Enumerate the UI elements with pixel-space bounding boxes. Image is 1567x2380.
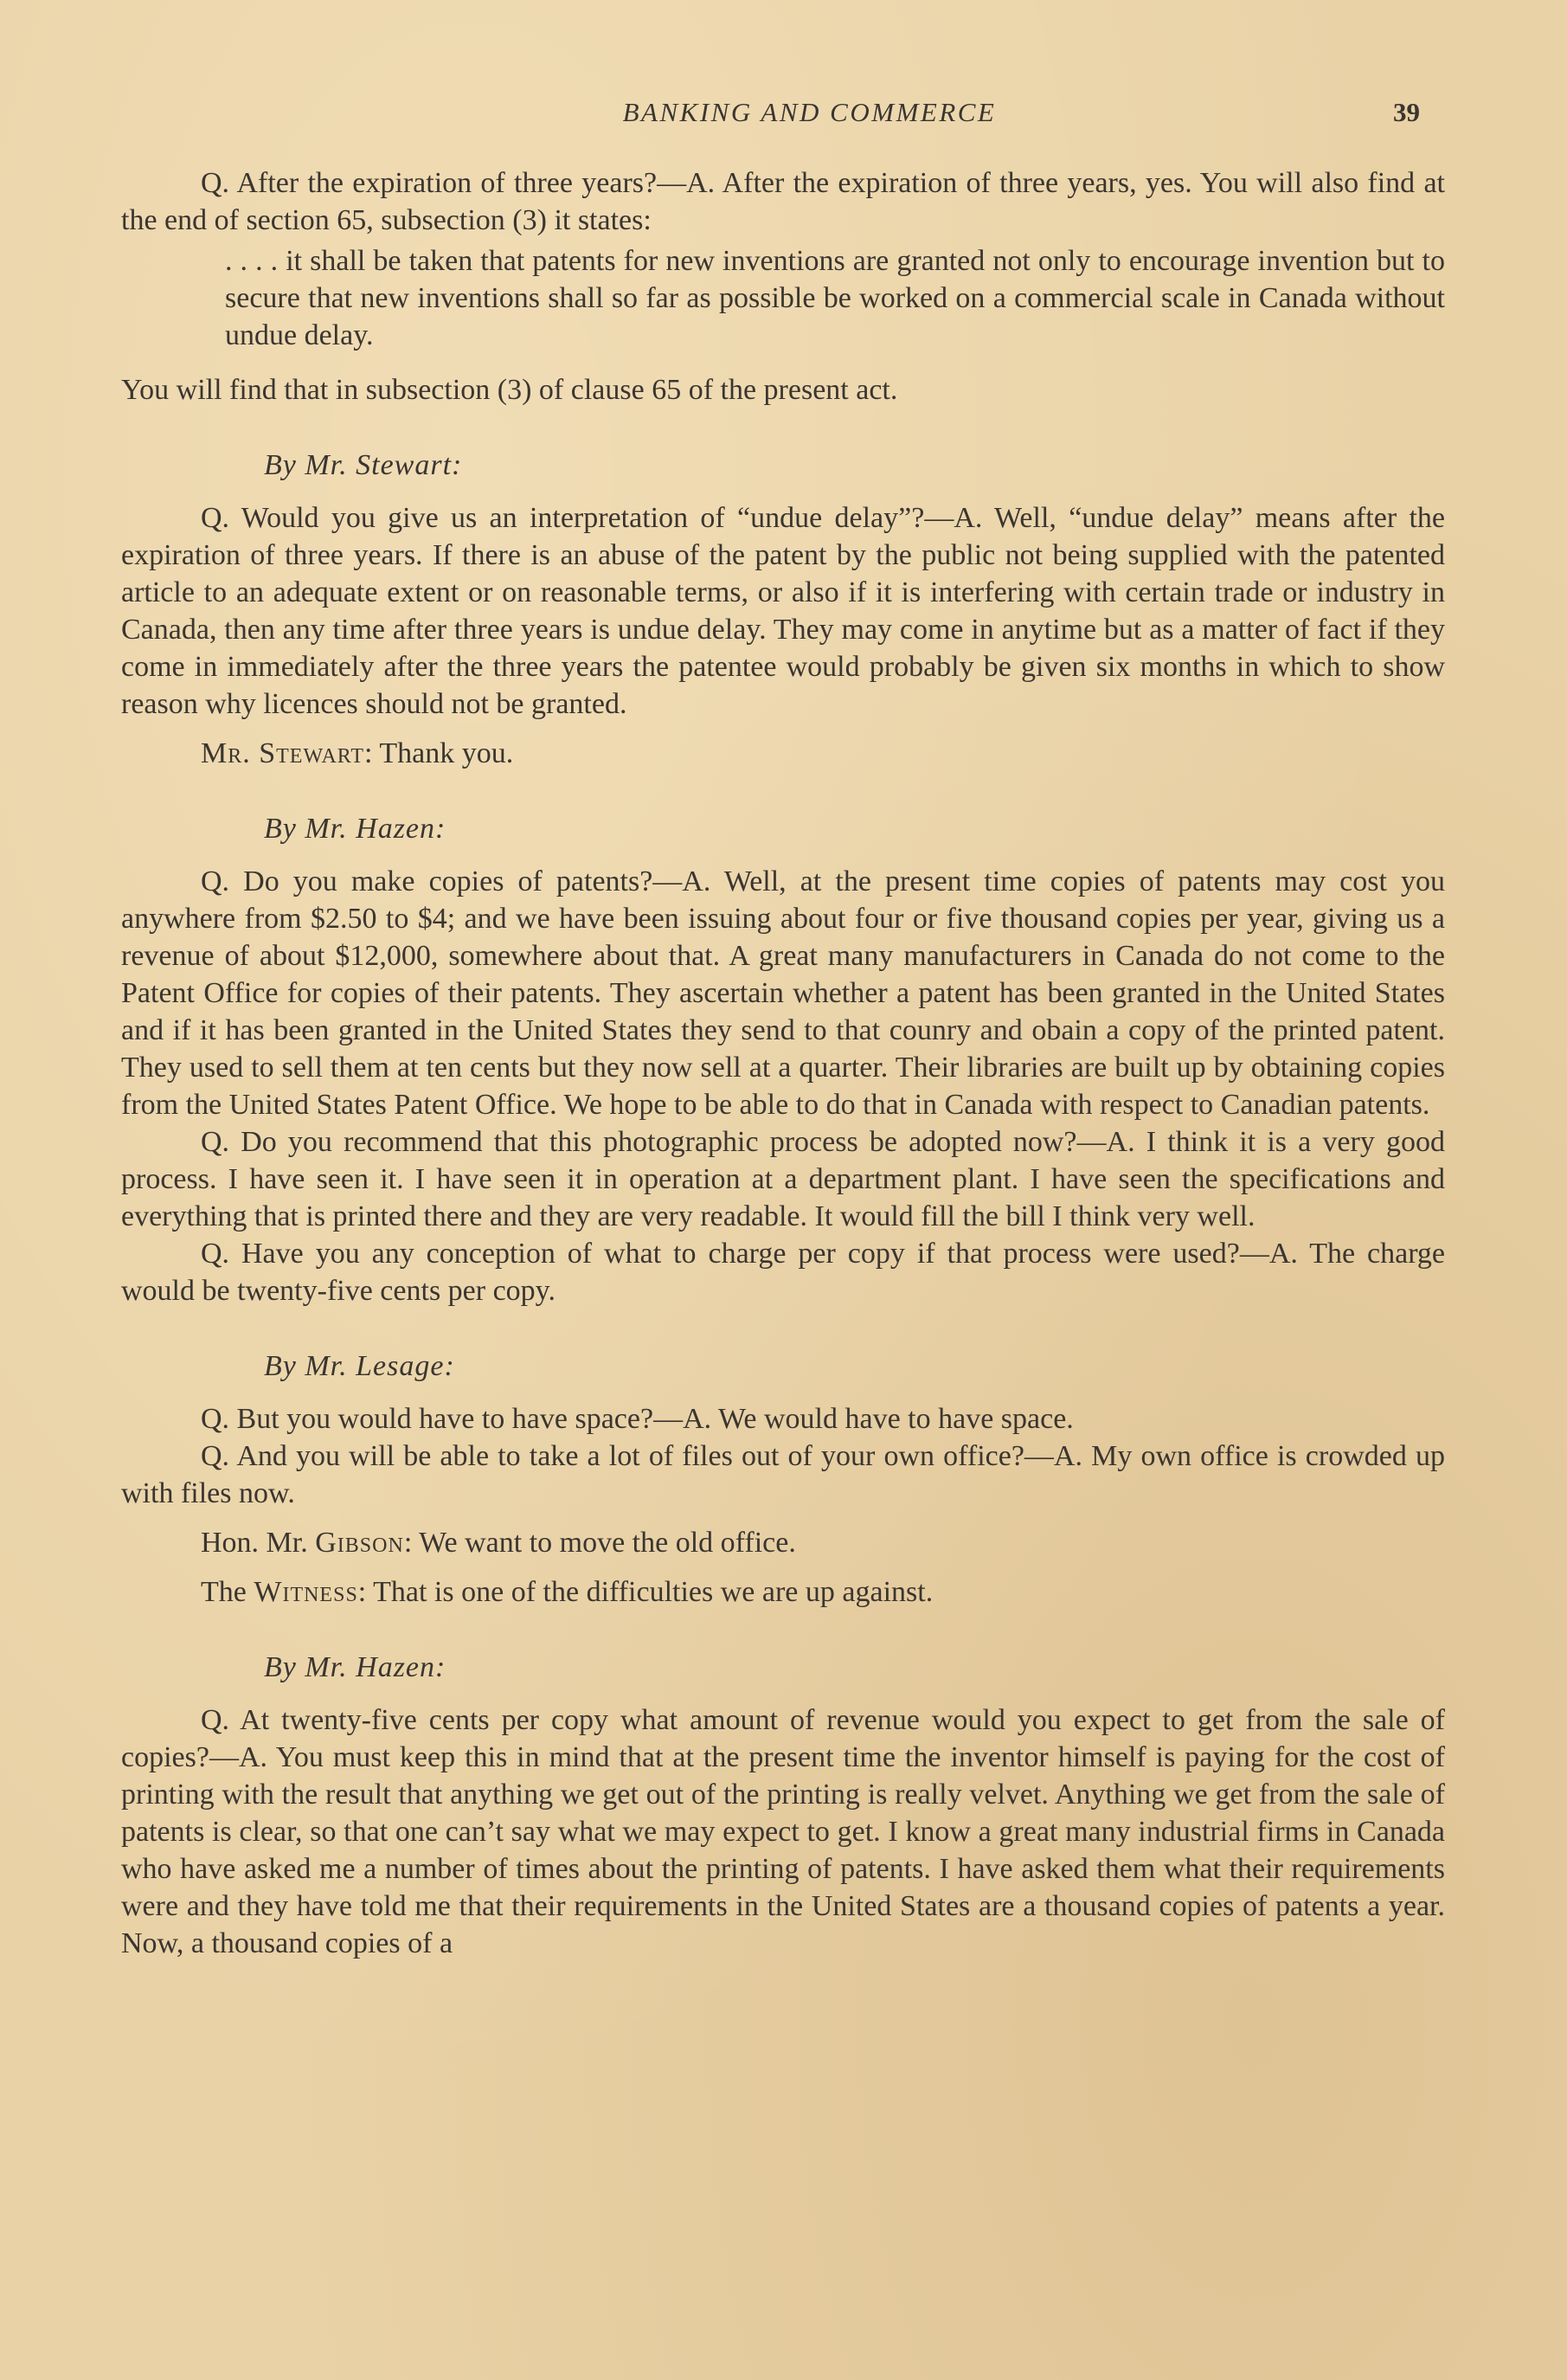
speaker-byline: By Mr. Lesage: bbox=[264, 1350, 455, 1382]
paragraph: Q. But you would have to have space?—A. We would have to have space. bbox=[201, 1403, 1074, 1435]
speaker-byline: By Mr. Hazen: bbox=[264, 1651, 446, 1683]
speaker-byline: By Mr. Hazen: bbox=[264, 813, 446, 845]
running-title: BANKING AND COMMERCE bbox=[622, 97, 997, 127]
speaker-statement bbox=[121, 735, 1445, 772]
block-quote: . . . . it shall be taken that patents for new inventions are granted not only to encourage invention but to secure that new inventions shall so far as possible be worked on a commercial scale in Canada without undue delay. bbox=[225, 245, 1445, 351]
statement-text: : We want to move the old office. bbox=[403, 1527, 796, 1559]
speaker-statement bbox=[121, 1524, 1445, 1561]
paragraph: Q. Would you give us an interpretation of “undue delay”?—A. Well, “undue delay” means after the expiration of three years. If there is an abuse of the patent by the public not being supplied with the patented article to an adequate extent or on reasonable terms, or also if it is interfering with certain trade or industry in Canada, then any time after three years is undue delay. They may come in anytime but as a matter of fact if they come in immediately after the three years the patentee would probably be given six months in which to show reason why licences should not be granted. bbox=[121, 502, 1445, 720]
paragraph: Q. After the expiration of three years?—A. After the expiration of three years, yes. You will also find at the end of section 65, subsection (3) it states: bbox=[121, 167, 1445, 236]
paragraph: You will find that in subsection (3) of clause 65 of the present act. bbox=[121, 374, 898, 406]
statement-text: : Thank you. bbox=[364, 737, 514, 769]
paragraph: Q. Do you make copies of patents?—A. Well, at the present time copies of patents may cost you anywhere from $2.50 to $4; and we have been issuing about four or five thousand copies per year, giving us a revenue of about $12,000, somewhere about that. A great many manufacturers in Canada do not come to the Patent Office for copies of their patents. They ascertain whether a patent has been granted in the United States and if it has been granted in the United States they send to that counry and obain a copy of the printed patent. They used to sell them at ten cents but they now sell at a quarter. Their libraries are built up by obtaining copies from the United States Patent Office. We hope to be able to do that in Canada with respect to Canadian patents. bbox=[121, 865, 1445, 1121]
speaker-statement bbox=[121, 1573, 1445, 1611]
page-number: 39 bbox=[1393, 97, 1420, 127]
speaker-name: Witness bbox=[254, 1576, 358, 1608]
speaker-prefix: The bbox=[201, 1576, 254, 1608]
paragraph: Q. And you will be able to take a lot of files out of your own office?—A. My own office is crowded up with files now. bbox=[121, 1440, 1445, 1509]
page-header bbox=[0, 93, 1567, 132]
paragraph: Q. Have you any conception of what to charge per copy if that process were used?—A. The charge would be twenty-five cents per copy. bbox=[121, 1238, 1445, 1307]
statement-text: : That is one of the difficulties we are up against. bbox=[357, 1576, 934, 1608]
paragraph: Q. Do you recommend that this photographic process be adopted now?—A. I think it is a very good process. I have seen it. I have seen it in operation at a department plant. I have seen the specifications and everything that is printed there and they are very readable. It would fill the bill I think very well. bbox=[121, 1126, 1445, 1232]
speaker-byline: By Mr. Stewart: bbox=[264, 449, 463, 481]
paragraph: Q. At twenty-five cents per copy what amount of revenue would you expect to get from the sale of copies?—A. You must keep this in mind that at the present time the inventor himself is paying for the cost of printing with the result that anything we get out of the printing is really velvet. Anything we get from the sale of patents is clear, so that one can’t say what we may expect to get. I know a great many industrial firms in Canada who have asked me a number of times about the printing of patents. I have asked them what their requirements were and they have told me that their requirements in the United States are a thousand copies of patents a year. Now, a thousand copies of a bbox=[121, 1704, 1445, 1959]
body-text bbox=[121, 164, 1445, 1962]
speaker-name: Gibson bbox=[315, 1527, 404, 1559]
speaker-prefix: Hon. Mr. bbox=[201, 1527, 316, 1559]
speaker-name: Mr. Stewart bbox=[201, 737, 365, 769]
